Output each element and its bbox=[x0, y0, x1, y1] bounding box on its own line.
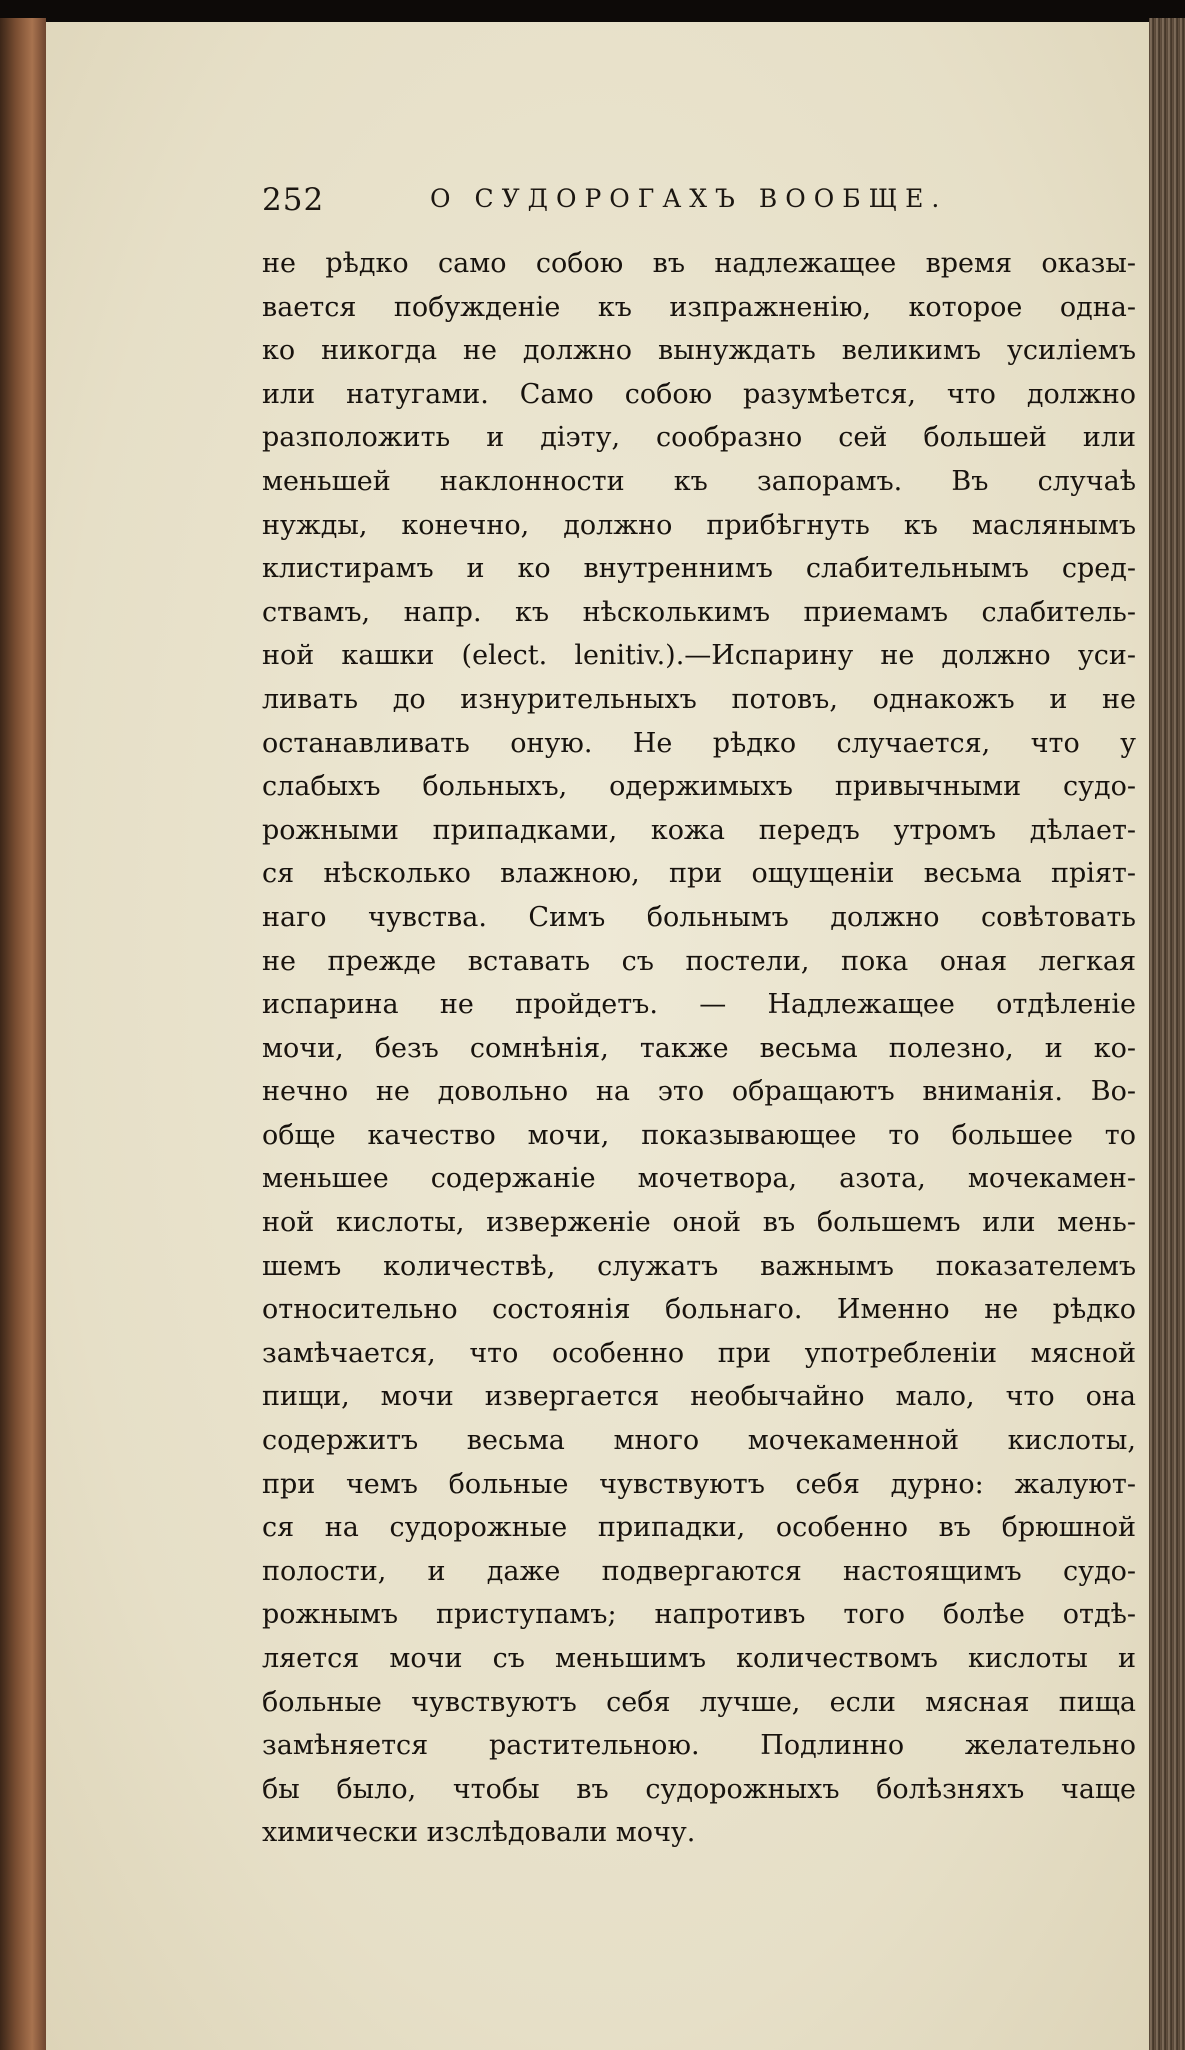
text-line: слабыхъ больныхъ, одержимыхъ привычными судо- bbox=[262, 771, 1136, 803]
text-line: при чемъ больные чувствуютъ себя дурно: жалуют- bbox=[262, 1468, 1136, 1500]
text-line: разположить и діэту, сообразно сей большей или bbox=[262, 422, 1136, 454]
text-line: полости, и даже подвергаются настоящимъ судо- bbox=[262, 1555, 1136, 1587]
text-line: мочи, безъ сомнѣнія, также весьма полезно, и ко- bbox=[262, 1032, 1136, 1064]
page-number: 252 bbox=[262, 182, 325, 218]
text-line: вается побужденіе къ изпражненію, которое одна- bbox=[262, 291, 1136, 323]
page-header bbox=[262, 182, 982, 226]
text-line: меньшей наклонности къ запорамъ. Въ случаѣ bbox=[262, 465, 1136, 497]
text-line: относительно состоянія больнаго. Именно не рѣдко bbox=[262, 1294, 1136, 1326]
text-line: наго чувства. Симъ больнымъ должно совѣтовать bbox=[262, 901, 1136, 933]
text-line: замѣчается, что особенно при употребленіи мясной bbox=[262, 1337, 1136, 1369]
text-line: ливать до изнурительныхъ потовъ, однакожъ и не bbox=[262, 683, 1136, 715]
text-line: испарина не пройдетъ. — Надлежащее отдѣленіе bbox=[262, 989, 1136, 1021]
text-line: пищи, мочи извергается необычайно мало, что она bbox=[262, 1381, 1136, 1413]
running-title: О СУДОРОГАХЪ ВООБЩЕ. bbox=[430, 184, 948, 213]
text-line: ляется мочи съ меньшимъ количествомъ кислоты и bbox=[262, 1643, 1136, 1674]
text-line: химически изслѣдовали мочу. bbox=[262, 1817, 696, 1849]
text-line: нечно не довольно на это обращаютъ вниманія. Во- bbox=[262, 1076, 1136, 1108]
text-line: ной кислоты, изверженіе оной въ большемъ или мень- bbox=[262, 1207, 1136, 1239]
text-line: ной кашки (elect. lenitiv.).—Испарину не должно уси- bbox=[262, 640, 1136, 672]
text-line: больные чувствуютъ себя лучше, если мясная пища bbox=[262, 1686, 1136, 1718]
text-line: нужды, конечно, должно прибѣгнуть къ маслянымъ bbox=[262, 509, 1136, 541]
text-line: меньшее содержаніе мочетвора, азота, мочекамен- bbox=[262, 1163, 1136, 1195]
text-line: шемъ количествѣ, служатъ важнымъ показателемъ bbox=[262, 1250, 1136, 1282]
text-line: бы было, чтобы въ судорожныхъ болѣзняхъ чаще bbox=[262, 1773, 1136, 1805]
book-spine-edge bbox=[0, 18, 46, 2050]
text-line: содержитъ весьма много мочекаменной кислоты, bbox=[262, 1425, 1136, 1457]
text-line: замѣняется растительною. Подлинно желательно bbox=[262, 1730, 1136, 1762]
text-line: не прежде вставать съ постели, пока оная легкая bbox=[262, 945, 1136, 977]
text-line: рожными припадками, кожа передъ утромъ дѣлает- bbox=[262, 814, 1136, 846]
book-page-edges bbox=[1149, 18, 1185, 2050]
text-line: ся на судорожные припадки, особенно въ брюшной bbox=[262, 1512, 1136, 1544]
text-line: останавливать оную. Не рѣдко случается, что у bbox=[262, 727, 1136, 759]
text-line: ся нѣсколько влажною, при ощущеніи весьма пріят- bbox=[262, 858, 1136, 890]
text-line: рожнымъ приступамъ; напротивъ того болѣе отдѣ- bbox=[262, 1599, 1136, 1631]
text-line: обще качество мочи, показывающее то большее то bbox=[262, 1119, 1136, 1151]
text-line: ко никогда не должно вынуждать великимъ усиліемъ bbox=[262, 335, 1136, 367]
text-line: клистирамъ и ко внутреннимъ слабительнымъ сред- bbox=[262, 553, 1136, 585]
body-text bbox=[262, 242, 1136, 1855]
text-line: не рѣдко само собою въ надлежащее время оказы- bbox=[262, 248, 1136, 279]
text-line: ствамъ, напр. къ нѣсколькимъ приемамъ слабитель- bbox=[262, 596, 1136, 628]
text-line: или натугами. Само собою разумѣется, что должно bbox=[262, 378, 1136, 410]
